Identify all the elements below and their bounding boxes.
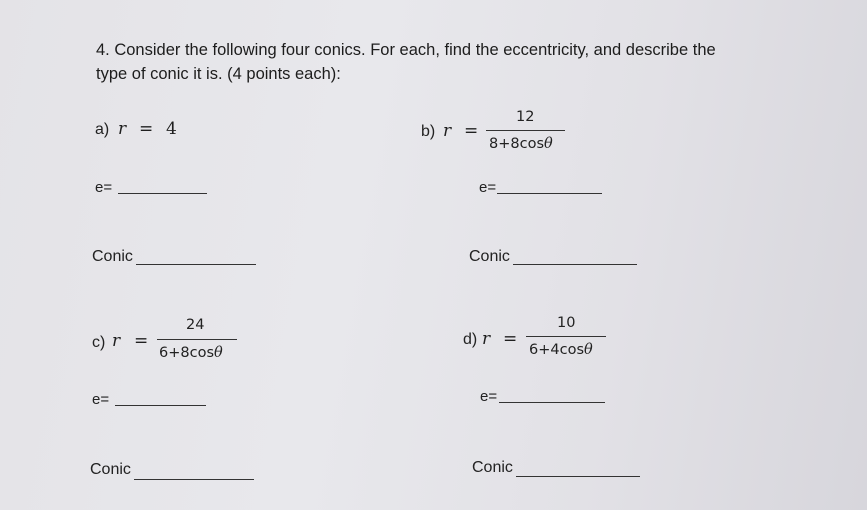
problem-c-conic-label: Conic xyxy=(90,461,131,478)
problem-c-variable: r xyxy=(112,331,121,351)
problem-b-numerator: 12 xyxy=(516,109,535,125)
problem-a-variable: r xyxy=(118,119,127,139)
problem-c-e-label: e= xyxy=(92,391,110,408)
problem-d-e-label: e= xyxy=(480,388,498,405)
problem-d-conic-answer-blank[interactable] xyxy=(516,476,640,477)
problem-d-denominator xyxy=(529,342,593,358)
problem-b-e-label: e= xyxy=(479,179,497,196)
problem-c-equals: = xyxy=(134,331,149,351)
problem-a-value: 4 xyxy=(166,119,177,139)
problem-c-denominator-text: 6+8cos xyxy=(159,345,214,361)
problem-a-e-label: e= xyxy=(95,179,113,196)
question-text xyxy=(96,38,716,86)
problem-a-e-answer-blank[interactable] xyxy=(118,193,207,194)
problem-c-e-answer-blank[interactable] xyxy=(115,405,206,406)
problem-c-fraction-bar xyxy=(157,339,237,340)
problem-a-label: a) xyxy=(95,121,110,138)
problem-b-denominator-text: 8+8cos xyxy=(489,136,544,152)
problem-b-conic-answer-blank[interactable] xyxy=(513,264,637,265)
problem-b-fraction-bar xyxy=(486,130,565,131)
problem-d-fraction-bar xyxy=(526,336,606,337)
question-line-2: type of conic it is. (4 points each): xyxy=(96,65,341,83)
problem-c-numerator: 24 xyxy=(186,317,205,333)
problem-b-e-answer-blank[interactable] xyxy=(497,193,602,194)
problem-d-denominator-text: 6+4cos xyxy=(529,342,584,358)
problem-c-conic-answer-blank[interactable] xyxy=(134,479,254,480)
problem-b-denominator xyxy=(489,136,553,152)
problem-b-variable: r xyxy=(443,121,452,141)
problem-b-equals: = xyxy=(464,121,479,141)
question-line-1: 4. Consider the following four conics. For each, find the eccentricity, and describe the xyxy=(96,41,716,59)
problem-a-conic-label: Conic xyxy=(92,248,133,265)
problem-d-variable: r xyxy=(482,329,491,349)
problem-d-equals: = xyxy=(503,329,518,349)
problem-d-theta: θ xyxy=(584,342,593,358)
problem-d-e-answer-blank[interactable] xyxy=(499,402,605,403)
problem-a-conic-answer-blank[interactable] xyxy=(136,264,256,265)
problem-d-numerator: 10 xyxy=(557,315,576,331)
problem-b-conic-label: Conic xyxy=(469,248,510,265)
problem-c-label: c) xyxy=(92,334,106,351)
problem-d-label: d) xyxy=(463,331,478,348)
problem-d-conic-label: Conic xyxy=(472,459,513,476)
problem-c-denominator xyxy=(159,345,223,361)
problem-c-theta: θ xyxy=(214,345,223,361)
problem-b-theta: θ xyxy=(544,136,553,152)
problem-b-label: b) xyxy=(421,123,436,140)
problem-a-equals: = xyxy=(139,119,154,139)
